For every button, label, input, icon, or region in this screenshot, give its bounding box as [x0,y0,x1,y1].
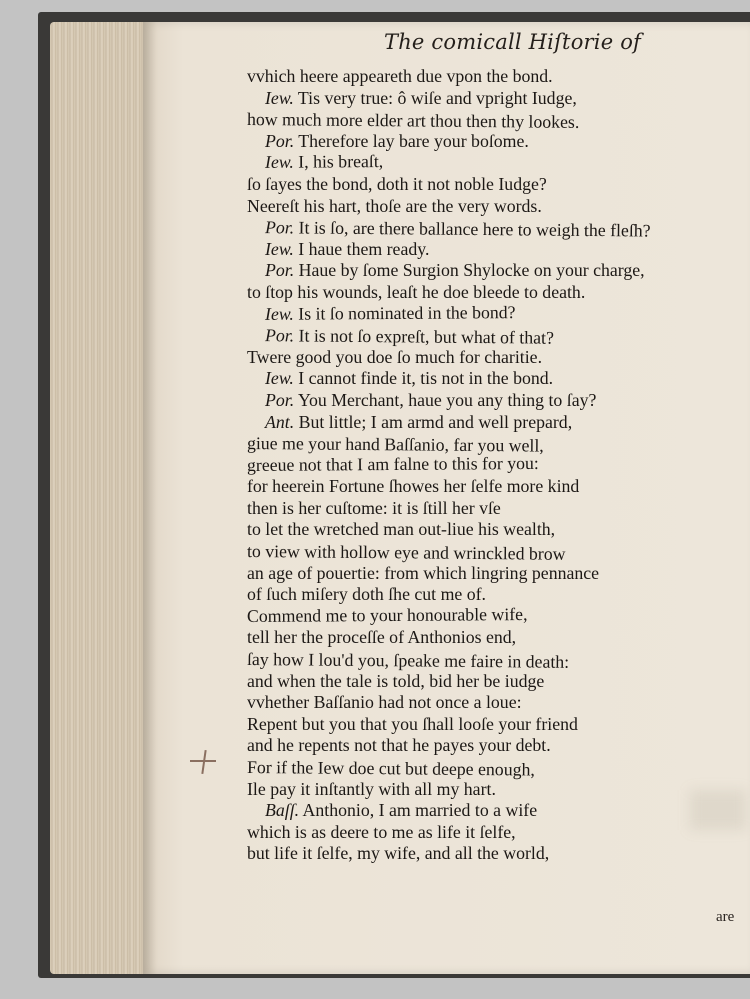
speaker-prefix: Iew. [264,303,294,324]
catchword: are [716,909,735,925]
text-line [247,692,717,714]
line-text: Is it ſo nominated in the bond? [293,301,516,324]
speaker-prefix: Baſſ. [265,800,300,821]
line-text: Anthonio, I am married to a wife [299,800,538,821]
line-text: then is her cuſtome: it is ſtill her vſe [247,497,501,518]
text-line [247,149,717,174]
line-text: how much more elder art thou then thy lookes. [246,109,580,133]
text-line [247,325,717,351]
speaker-prefix: Por. [265,130,295,151]
text-line [247,603,717,628]
text-line [247,66,717,88]
text-line [247,800,717,822]
page-edges [50,22,150,974]
text-line [247,627,717,649]
speaker-prefix: Ant. [265,411,295,432]
line-text: You Merchant, haue you any thing to ſay? [294,389,597,410]
text-line [247,109,717,135]
line-text: It is not ſo expreſt, but what of that? [294,325,554,348]
line-text: For if the Iew doe cut but deepe enough, [246,757,535,780]
text-line [247,735,717,757]
play-text [247,66,717,865]
line-text: to view with hollow eye and wrinckled brow [246,541,566,564]
speaker-prefix: Iew. [265,238,294,259]
line-text: vvhether Baſſanio had not once a loue: [247,692,522,713]
text-line [247,822,717,844]
text-line [247,368,717,390]
text-line [247,88,717,110]
margin-cross-mark [190,748,216,774]
line-text: Ile pay it inſtantly with all my hart. [247,778,496,799]
text-line [247,260,717,282]
line-text: Tis very true: ô wiſe and vpright Iudge, [293,87,577,108]
speaker-prefix: Por. [264,325,295,346]
line-text: an age of pouertie: from which lingring pennance [247,562,600,583]
speaker-prefix: Por. [264,217,295,238]
text-line [247,196,717,218]
line-text: vvhich heere appeareth due vpon the bond. [247,66,553,86]
line-text: Repent but you that you ſhall looſe your friend [247,713,578,734]
running-head: The comicall Hiſtorie of [384,30,642,54]
line-text: for heerein Fortune ſhowes her ſelfe more kind [247,476,580,497]
text-line [247,451,717,476]
line-text: But little; I am armd and well prepard, [294,411,573,432]
line-text: Commend me to your honourable wife, [246,603,528,626]
text-line [247,714,717,736]
line-text: to ſtop his wounds, leaſt he doe bleede to death. [247,281,586,302]
text-line [247,498,717,520]
text-line [247,519,717,541]
speaker-prefix: Por. [265,260,295,281]
text-line [247,843,717,865]
text-line [247,757,717,783]
line-text: tell her the proceſſe of Anthonios end, [247,627,517,648]
line-text: giue me your hand Baſſanio, far you well, [246,433,544,456]
speaker-prefix: Iew. [265,368,294,389]
line-text: of ſuch miſery doth ſhe cut me of. [247,584,486,605]
line-text: I haue them ready. [293,238,430,259]
text-line [247,217,717,243]
line-text: Therefore lay bare your boſome. [294,130,529,151]
text-line [247,412,717,434]
line-text: Haue by ſome Surgion Shylocke on your charge, [294,260,645,281]
line-text: which is as deere to me as life it ſelfe, [247,821,516,842]
line-text: I cannot finde it, tis not in the bond. [293,368,554,389]
text-line [247,649,717,675]
text-line [247,300,717,325]
speaker-prefix: Iew. [264,152,294,173]
line-text: to let the wretched man out-liue his wealth, [247,519,556,540]
text-line [247,541,717,567]
line-text: and when the tale is told, bid her be iudge [247,670,545,691]
line-text: Twere good you doe ſo much for charitie. [247,346,543,367]
text-line [247,476,717,498]
speaker-prefix: Por. [265,389,295,410]
line-text: and he repents not that he payes your debt. [247,735,551,756]
line-text: ſay how I lou'd you, ſpeake me faire in death: [246,649,570,672]
line-text: ſo ſayes the bond, doth it not noble Iudge? [247,173,547,194]
line-text: It is ſo, are there ballance here to weigh the fleſh? [294,217,651,241]
text-line [247,174,717,196]
line-text: but life it ſelfe, my wife, and all the world, [247,843,550,864]
text-line [247,390,717,412]
line-text: Neereſt his hart, thoſe are the very words. [247,195,542,216]
line-text: greeue not that I am falne to this for you: [246,452,539,475]
line-text: I, his breaſt, [293,151,384,173]
speaker-prefix: Iew. [265,87,294,108]
